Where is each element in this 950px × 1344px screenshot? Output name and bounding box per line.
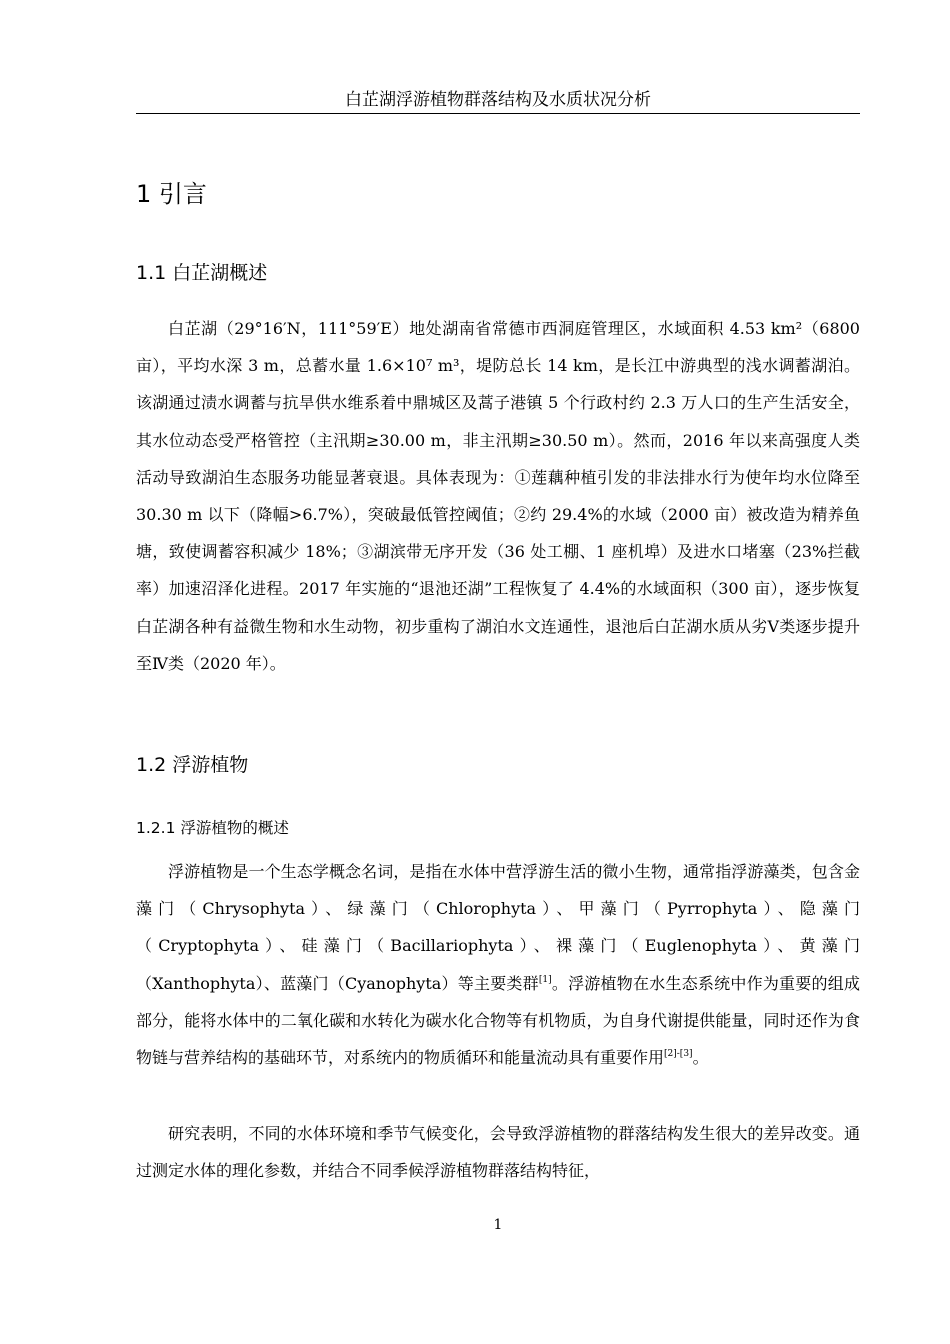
paragraph-text: 浮游植物是一个生态学概念名词，是指在水体中营浮游生活的微小生物，通常指浮游藻类，包含金藻门（Chrysophyta）、绿藻门（Chlorophyta）、甲藻门（Pyrrophyta）、隐藻门（Cryptophyta）、硅藻门（Bacillariophyta）、裸藻门（Euglenophyta）、黄藻门（Xanthophyta）、蓝藻门（Cyanophyta）等主要类群 [136, 862, 860, 993]
paragraph-text: 。浮游植物在水生态系统中作为重要的组成部分，能将水体中的二氧化碳和水转化为碳水化合物等有机物质，为自身代谢提供能量，同时还作为食物链与营养结构的基础环节，对系统内的物质循环和能量流动具有重要作用 [136, 973, 860, 1068]
running-header: 白芷湖浮游植物群落结构及水质状况分析 [345, 90, 651, 110]
paragraph-phytoplankton-overview [136, 853, 860, 1076]
subsection-title-1-2-1: 1.2.1 浮游植物的概述 [136, 819, 289, 837]
paragraph-research-findings: 研究表明，不同的水体环境和季节气候变化，会导致浮游植物的群落结构发生很大的差异改变。通过测定水体的理化参数，并结合不同季候浮游植物群落结构特征， [136, 1124, 860, 1181]
section-title-1-2: 1.2 浮游植物 [136, 754, 249, 776]
section-title-1-1: 1.1 白芷湖概述 [136, 262, 268, 284]
citation-link[interactable]: [1] [538, 974, 552, 985]
header-rule [136, 113, 860, 114]
page-number: 1 [493, 1217, 503, 1233]
citation-link[interactable]: [2]-[3] [664, 1049, 693, 1060]
paragraph-lake-overview: 白芷湖（29°16′N，111°59′E）地处湖南省常德市西洞庭管理区，水域面积 4.53 km²（6800 亩），平均水深 3 m，总蓄水量 1.6×10⁷ m³，堤防总长 14 km，是长江中游典型的浅水调蓄湖泊。该湖通过渍水调蓄与抗旱供水维系着中鼎城区及蒿子港镇 5 个行政村约 2.3 万人口的生产生活安全，其水位动态受严格管控（主汛期≥30.00 m，非主汛期≥30.50 m）。然而，2016 年以来高强度人类活动导致湖泊生态服务功能显著衰退。具体表现为：①莲藕种植引发的非法排水行为使年均水位降至 30.30 m 以下（降幅>6.7%），突破最低管控阈值；②约 29.4%的水域（2000 亩）被改造为精养鱼塘，致使调蓄容积减少 18%；③湖滨带无序开发（36 处工棚、1 座机埠）及进水口堵塞（23%拦截率）加速沼泽化进程。2017 年实施的“退池还湖”工程恢复了 4.4%的水域面积（300 亩），逐步恢复白芷湖各种有益微生物和水生动物，初步重构了湖泊水文连通性，退池后白芷湖水质从劣Ⅴ类逐步提升至Ⅳ类（2020 年）。 [136, 319, 860, 673]
chapter-title: 1 引言 [136, 180, 207, 208]
paragraph-text: 。 [692, 1048, 709, 1068]
